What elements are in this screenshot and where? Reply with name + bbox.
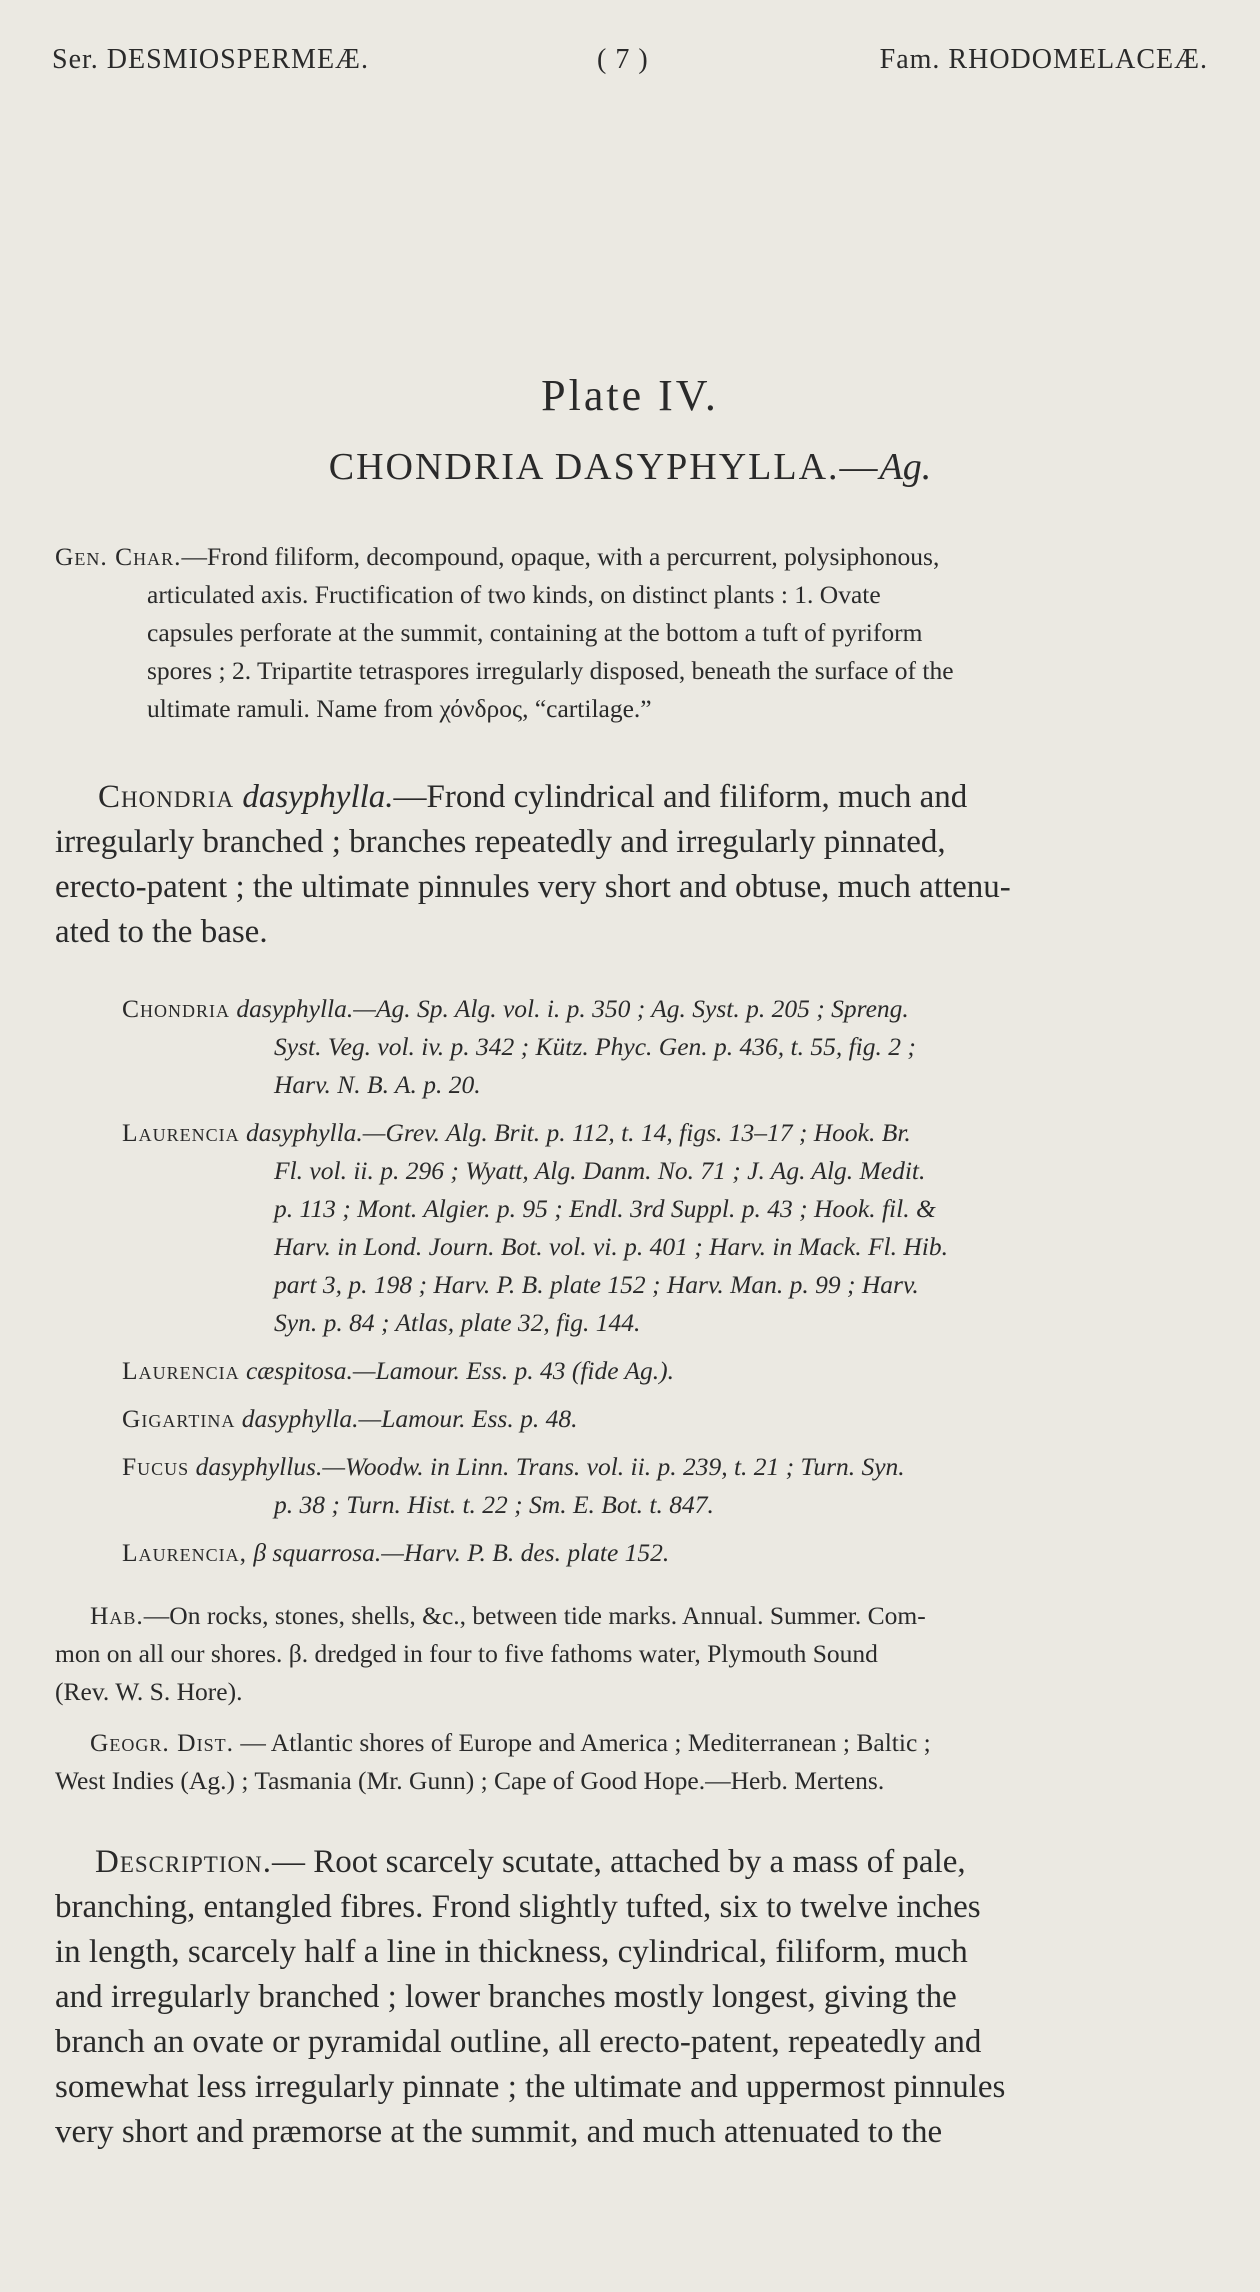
synonym-line: p. 38 ; Turn. Hist. t. 22 ; Sm. E. Bot. t. 847. xyxy=(274,1490,714,1519)
gen-char-line-1: —Frond filiform, decompound, opaque, with a percurrent, polysiphonous, xyxy=(181,542,940,571)
species-title-main: CHONDRIA DASYPHYLLA.— xyxy=(328,446,880,488)
species-desc-line-1: —Frond cylindrical and filiform, much and xyxy=(393,779,968,815)
description-line-4: and irregularly branched ; lower branches mostly longest, giving the xyxy=(55,1979,957,2015)
synonym-line: dasyphylla.—Lamour. Ess. p. 48. xyxy=(241,1404,578,1433)
synonym-genus: Chondria xyxy=(122,994,231,1023)
geography-line-2: West Indies (Ag.) ; Tasmania (Mr. Gunn) ; Cape of Good Hope.—Herb. Mertens. xyxy=(55,1766,885,1795)
synonym-line: Harv. N. B. A. p. 20. xyxy=(274,1070,481,1099)
geography-line-1: — Atlantic shores of Europe and America ; Mediterranean ; Baltic ; xyxy=(233,1728,931,1757)
gen-char-line-4: spores ; 2. Tripartite tetraspores irregularly disposed, beneath the surface of the xyxy=(147,656,954,685)
synonym-line: p. 113 ; Mont. Algier. p. 95 ; Endl. 3rd Suppl. p. 43 ; Hook. fil. & xyxy=(274,1194,936,1223)
habitat-line-2: mon on all our shores. β. dredged in four to five fathoms water, Plymouth Sound xyxy=(55,1639,878,1668)
habitat-line-1: —On rocks, stones, shells, &c., between tide marks. Annual. Summer. Com- xyxy=(143,1601,926,1630)
synonym-line: dasyphylla.—Grev. Alg. Brit. p. 112, t. 14, figs. 13–17 ; Hook. Br. xyxy=(245,1118,911,1147)
habitat-line-3: (Rev. W. S. Hore). xyxy=(55,1677,243,1706)
gen-char-line-2: articulated axis. Fructification of two kinds, on distinct plants : 1. Ovate xyxy=(147,580,881,609)
geography-label: Geogr. Dist. xyxy=(90,1728,234,1757)
running-head xyxy=(52,44,1208,84)
synonym-entry xyxy=(122,1352,1208,1390)
synonym-line: cæspitosa.—Lamour. Ess. p. 43 (fide Ag.). xyxy=(245,1356,675,1385)
species-desc-line-2: irregularly branched ; branches repeatedly and irregularly pinnated, xyxy=(55,824,946,860)
description-line-6: somewhat less irregularly pinnate ; the ultimate and uppermost pinnules xyxy=(55,2069,1006,2105)
description-line-7: very short and præmorse at the summit, and much attenuated to the xyxy=(55,2114,943,2150)
synonym-entry xyxy=(122,1400,1208,1438)
synonym-line: Harv. in Lond. Journ. Bot. vol. vi. p. 401 ; Harv. in Mack. Fl. Hib. xyxy=(274,1232,948,1261)
species-title xyxy=(0,445,1260,489)
description-label: Description. xyxy=(95,1844,272,1880)
species-epithet: dasyphylla. xyxy=(242,779,394,815)
synonym-entry xyxy=(122,1114,1208,1342)
species-genus: Chondria xyxy=(98,779,235,815)
generic-character xyxy=(55,538,1208,728)
synonym-genus: Gigartina xyxy=(122,1404,236,1433)
synonym-entry xyxy=(122,1534,1208,1572)
page-number: ( 7 ) xyxy=(597,44,649,75)
synonymy-list xyxy=(122,990,1208,1572)
synonym-genus: Laurencia xyxy=(122,1118,240,1147)
description-line-5: branch an ovate or pyramidal outline, all erecto-patent, repeatedly and xyxy=(55,2024,982,2060)
species-description xyxy=(55,775,1208,955)
synonym-line: part 3, p. 198 ; Harv. P. B. plate 152 ; Harv. Man. p. 99 ; Harv. xyxy=(274,1270,919,1299)
species-title-author: Ag. xyxy=(879,446,932,488)
gen-char-line-5: ultimate ramuli. Name from χόνδρος, “cartilage.” xyxy=(147,694,652,723)
running-head-family: Fam. RHODOMELACEÆ. xyxy=(879,44,1208,75)
synonym-line: dasyphyllus.—Woodw. in Linn. Trans. vol. ii. p. 239, t. 21 ; Turn. Syn. xyxy=(195,1452,905,1481)
plate-title: Plate IV. xyxy=(541,371,719,420)
synonym-line: dasyphylla.—Ag. Sp. Alg. vol. i. p. 350 ; Ag. Syst. p. 205 ; Spreng. xyxy=(236,994,909,1023)
synonym-genus: Laurencia xyxy=(122,1356,240,1385)
synonym-line: Syst. Veg. vol. iv. p. 342 ; Kütz. Phyc. Gen. p. 436, t. 55, fig. 2 ; xyxy=(274,1032,916,1061)
synonym-entry xyxy=(122,990,1208,1104)
synonym-line: Syn. p. 84 ; Atlas, plate 32, fig. 144. xyxy=(274,1308,641,1337)
synonym-line: β squarrosa.—Harv. P. B. des. plate 152. xyxy=(253,1538,670,1567)
description-line-3: in length, scarcely half a line in thickness, cylindrical, filiform, much xyxy=(55,1934,968,1970)
geographic-distribution xyxy=(55,1724,1208,1800)
synonym-genus: Fucus xyxy=(122,1452,190,1481)
running-head-series: Ser. DESMIOSPERMEÆ. xyxy=(52,44,369,75)
gen-char-label: Gen. Char. xyxy=(55,542,182,571)
description-line-2: branching, entangled fibres. Frond slightly tufted, six to twelve inches xyxy=(55,1889,981,1925)
synonym-line: Fl. vol. ii. p. 296 ; Wyatt, Alg. Danm. No. 71 ; J. Ag. Alg. Medit. xyxy=(274,1156,926,1185)
synonym-entry xyxy=(122,1448,1208,1524)
gen-char-line-3: capsules perforate at the summit, containing at the bottom a tuft of pyriform xyxy=(147,618,923,647)
description xyxy=(55,1840,1208,2155)
habitat xyxy=(55,1597,1208,1711)
species-desc-line-4: ated to the base. xyxy=(55,914,268,950)
habitat-label: Hab. xyxy=(90,1601,144,1630)
synonym-genus: Laurencia, xyxy=(122,1538,247,1567)
species-desc-line-3: erecto-patent ; the ultimate pinnules very short and obtuse, much attenu- xyxy=(55,869,1011,905)
description-line-1: — Root scarcely scutate, attached by a mass of pale, xyxy=(271,1844,966,1880)
